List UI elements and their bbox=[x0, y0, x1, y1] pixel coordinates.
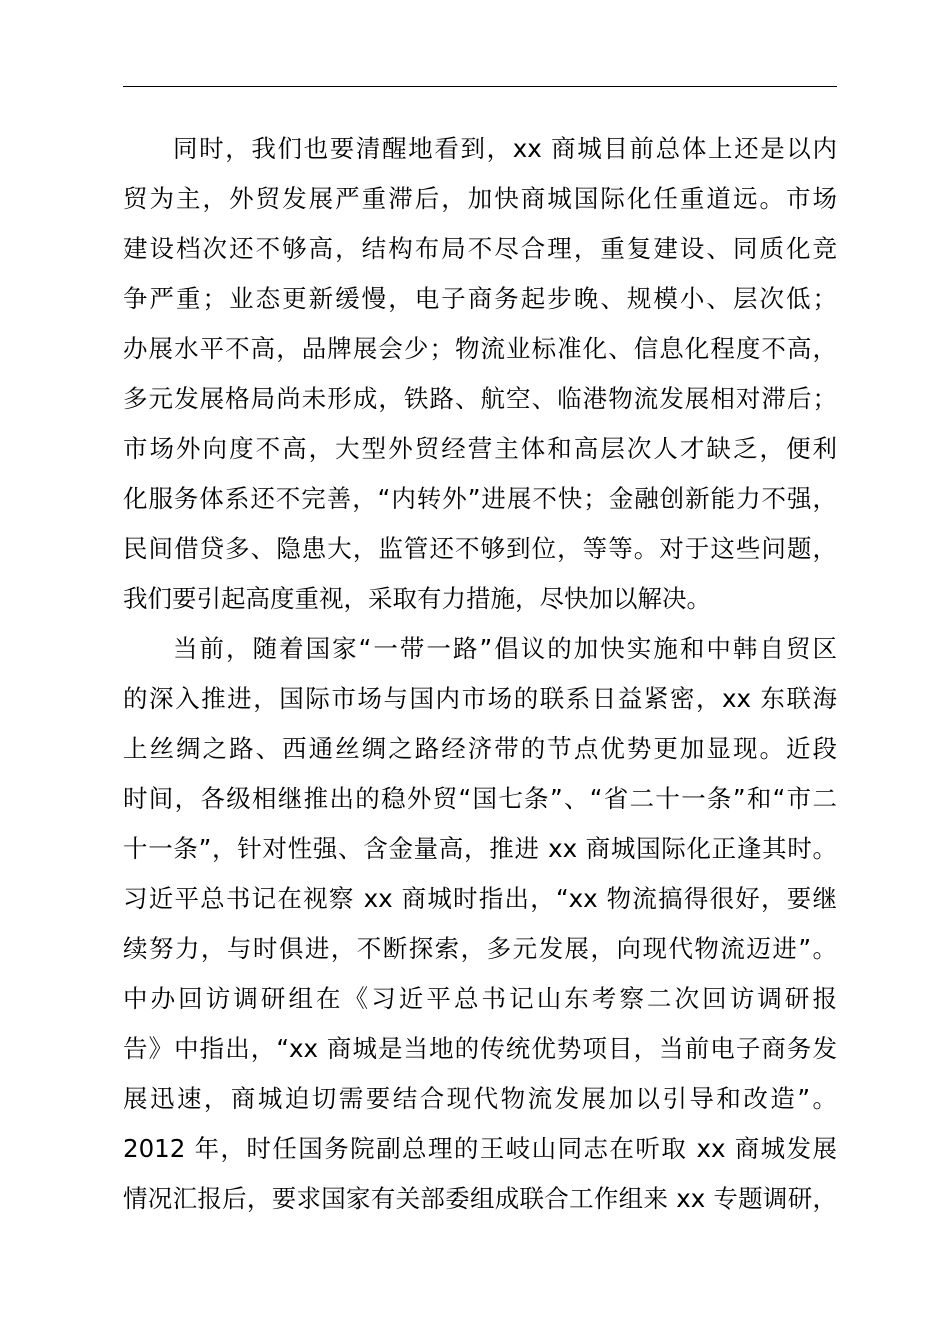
text-line: 续努力，与时俱进，不断探索，多元发展，向现代物流迈进”。 bbox=[123, 934, 837, 963]
text-line: 当前，随着国家“一带一路”倡议的加快实施和中韩自贸区 bbox=[173, 634, 837, 663]
document-body bbox=[123, 124, 837, 1224]
paragraph bbox=[123, 124, 837, 624]
text-line: 同时，我们也要清醒地看到，xx 商城目前总体上还是以内 bbox=[173, 134, 837, 163]
text-line: 市场外向度不高，大型外贸经营主体和高层次人才缺乏，便利 bbox=[123, 434, 837, 463]
header-rule bbox=[123, 86, 837, 87]
text-line: 习近平总书记在视察 xx 商城时指出，“xx 物流搞得很好，要继 bbox=[123, 884, 837, 913]
text-line: 争严重；业态更新缓慢，电子商务起步晚、规模小、层次低； bbox=[123, 284, 837, 313]
text-line: 时间，各级相继推出的稳外贸“国七条”、“省二十一条”和“市二 bbox=[123, 784, 837, 813]
text-line: 办展水平不高，品牌展会少；物流业标准化、信息化程度不高， bbox=[123, 334, 837, 363]
text-line: 多元发展格局尚未形成，铁路、航空、临港物流发展相对滞后； bbox=[123, 384, 837, 413]
text-line: 告》中指出，“xx 商城是当地的传统优势项目，当前电子商务发 bbox=[123, 1034, 837, 1063]
text-line: 上丝绸之路、西通丝绸之路经济带的节点优势更加显现。近段 bbox=[123, 734, 837, 763]
text-line: 十一条”，针对性强、含金量高，推进 xx 商城国际化正逢其时。 bbox=[123, 834, 837, 863]
text-line: 中办回访调研组在《习近平总书记山东考察二次回访调研报 bbox=[123, 984, 837, 1013]
text-line: 情况汇报后，要求国家有关部委组成联合工作组来 xx 专题调研， bbox=[123, 1184, 837, 1213]
text-line: 贸为主，外贸发展严重滞后，加快商城国际化任重道远。市场 bbox=[123, 184, 837, 213]
text-line: 建设档次还不够高，结构布局不尽合理，重复建设、同质化竞 bbox=[123, 234, 837, 263]
text-line: 我们要引起高度重视，采取有力措施，尽快加以解决。 bbox=[123, 584, 711, 613]
text-line: 民间借贷多、隐患大，监管还不够到位，等等。对于这些问题， bbox=[123, 534, 837, 563]
text-line: 展迅速，商城迫切需要结合现代物流发展加以引导和改造”。 bbox=[123, 1084, 837, 1113]
text-line: 2012 年，时任国务院副总理的王岐山同志在听取 xx 商城发展 bbox=[123, 1134, 837, 1163]
text-line: 化服务体系还不完善，“内转外”进展不快；金融创新能力不强， bbox=[123, 484, 837, 513]
text-line: 的深入推进，国际市场与国内市场的联系日益紧密，xx 东联海 bbox=[123, 684, 837, 713]
paragraph bbox=[123, 624, 837, 1224]
